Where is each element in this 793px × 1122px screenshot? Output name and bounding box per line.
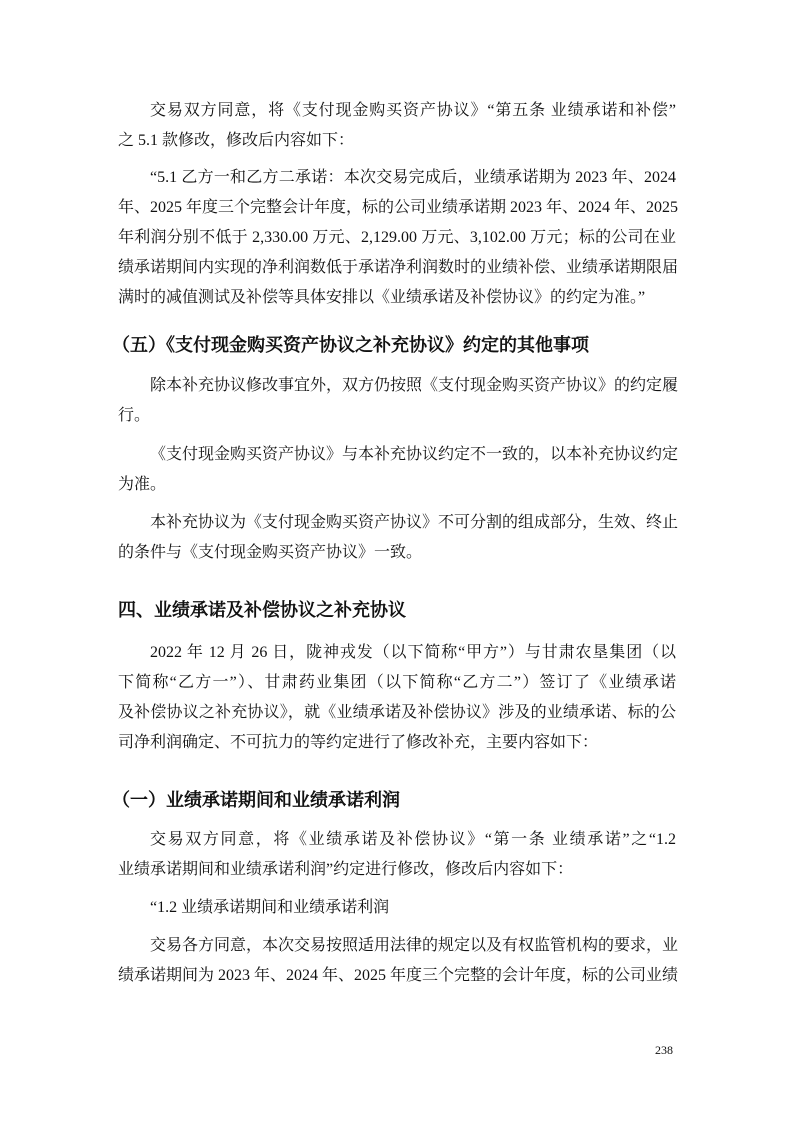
text-line: “5.1 乙方一和乙方二承诺：本次交易完成后，业绩承诺期为 2023 年、2024	[150, 169, 676, 186]
text-line: 年、2025 年度三个完整会计年度，标的公司业绩承诺期 2023 年、2024 年、2025	[118, 199, 679, 216]
text-line: 交易双方同意，将《业绩承诺及补偿协议》“第一条 业绩承诺”之“1.2	[150, 831, 676, 848]
text-line: 下简称“乙方一”）、甘肃药业集团（以下简称“乙方二”）签订了《业绩承诺	[118, 674, 676, 691]
text-line: “1.2 业绩承诺期间和业绩承诺利润	[150, 899, 390, 916]
text-line: 绩承诺期间内实现的净利润数低于承诺净利润数时的业绩补偿、业绩承诺期限届	[118, 259, 679, 276]
text-line: 行。	[118, 407, 151, 424]
section-heading: （一）业绩承诺期间和业绩承诺利润	[112, 790, 400, 810]
text-line: 除本补充协议修改事宜外，双方仍按照《支付现金购买资产协议》的约定履	[150, 377, 679, 394]
section-heading: （五）《支付现金购买资产协议之补充协议》约定的其他事项	[112, 335, 589, 355]
text-line: 年利润分别不低于 2,330.00 万元、2,129.00 万元、3,102.00 万元；标的公司在业	[118, 229, 676, 246]
text-line: 满时的减值测试及补偿等具体安排以《业绩承诺及补偿协议》的约定为准。”	[118, 289, 646, 306]
text-line: 司净利润确定、不可抗力的等约定进行了修改补充，主要内容如下：	[118, 734, 599, 751]
text-line: 绩承诺期间为 2023 年、2024 年、2025 年度三个完整的会计年度，标的公司业绩	[118, 967, 679, 984]
text-line: 为准。	[118, 476, 167, 493]
text-line: 交易双方同意，将《支付现金购买资产协议》“第五条 业绩承诺和补偿”	[150, 102, 676, 119]
text-line: 本补充协议为《支付现金购买资产协议》不可分割的组成部分，生效、终止	[150, 514, 679, 531]
text-line: 的条件与《支付现金购买资产协议》一致。	[118, 544, 423, 561]
text-line: 业绩承诺期间和业绩承诺利润”约定进行修改，修改后内容如下：	[118, 861, 574, 878]
page-number: 238	[655, 1043, 673, 1057]
text-line: 交易各方同意，本次交易按照适用法律的规定以及有权监管机构的要求，业	[150, 937, 679, 954]
text-line: 2022 年 12 月 26 日，陇神戎发（以下简称“甲方”）与甘肃农垦集团（以	[150, 644, 676, 661]
text-line: 《支付现金购买资产协议》与本补充协议约定不一致的，以本补充协议约定	[150, 446, 679, 463]
text-line: 及补偿协议之补充协议》，就《业绩承诺及补偿协议》涉及的业绩承诺、标的公	[118, 704, 676, 721]
chapter-heading: 四、业绩承诺及补偿协议之补充协议	[118, 600, 406, 620]
text-line: 之 5.1 款修改，修改后内容如下：	[118, 132, 355, 149]
